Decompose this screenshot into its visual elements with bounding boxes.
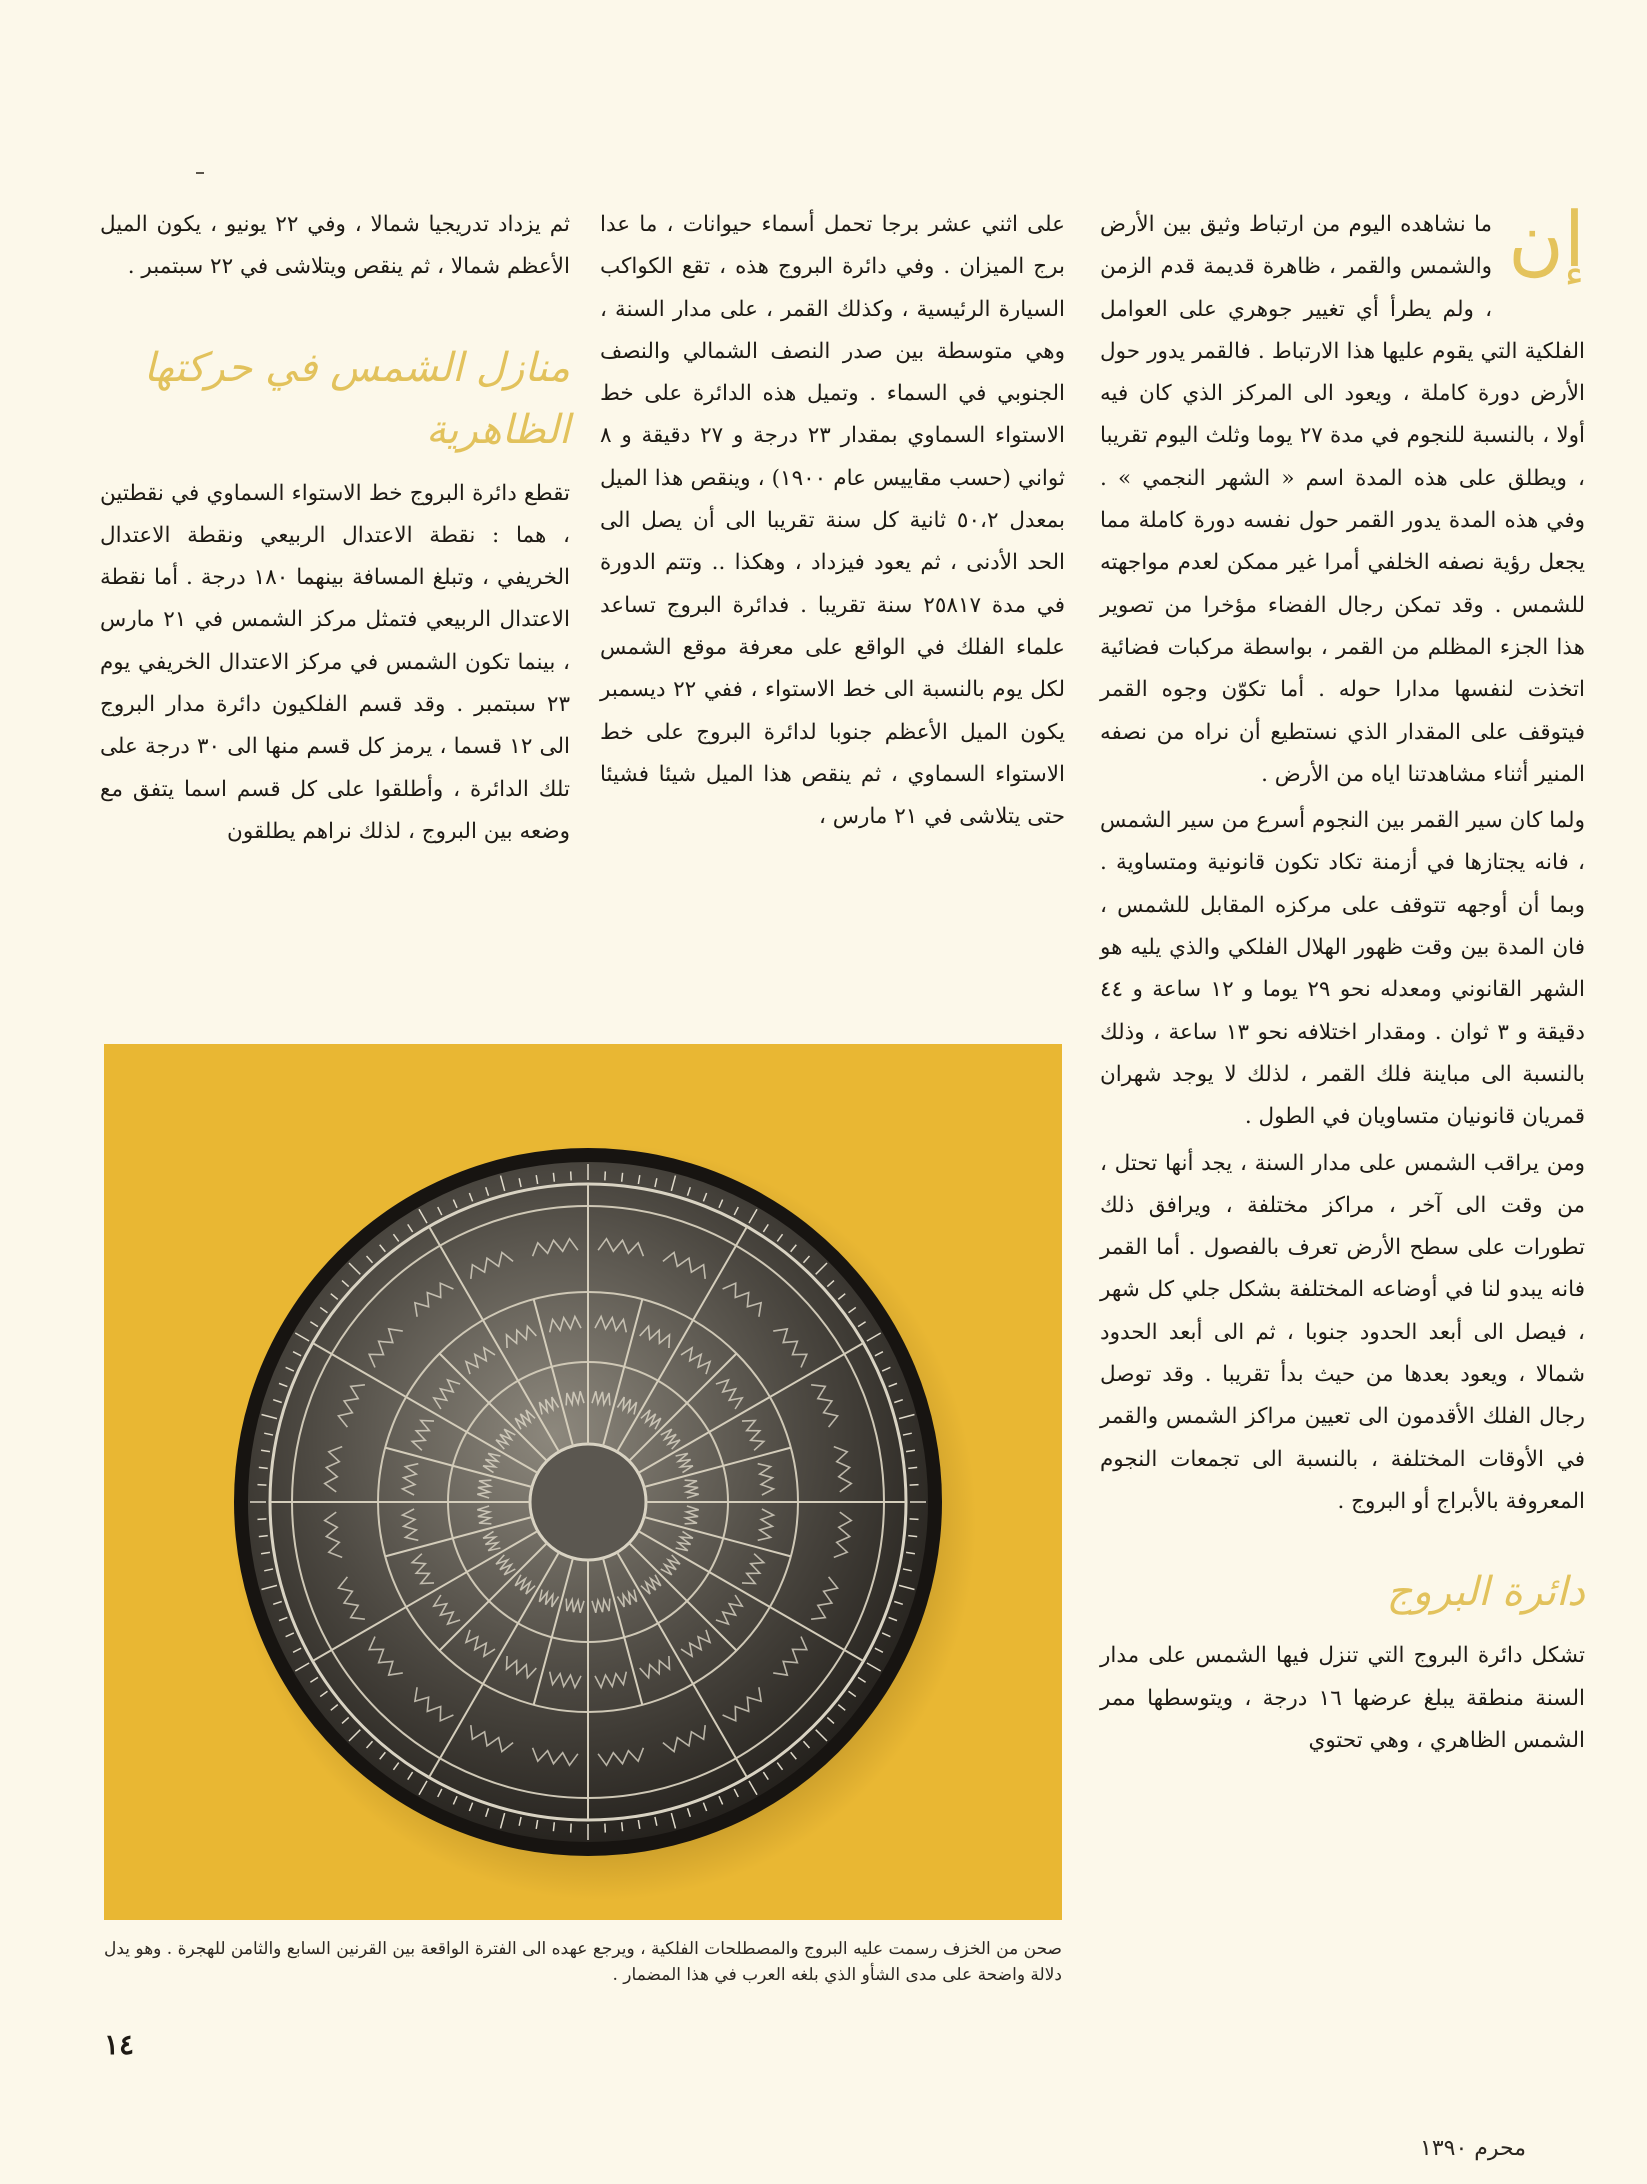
zodiac-plate-photo (104, 1044, 1062, 1920)
caption-text: صحن من الخزف رسمت عليه البروج والمصطلحات الفلكية ، ويرجع عهده الى الفترة الواقعة بين القرنين السابع والثامن للهجرة . وهو يدل دلالة واضحة على مدى الشأو الذي بلغه العرب في هذا المضمار . (104, 1939, 1062, 1985)
paragraph: ولما كان سير القمر بين النجوم أسرع من سير الشمس ، فانه يجتازها في أزمنة تكاد تكون قانونية ومتساوية . وبما أن أوجهه تتوقف على مركزه المقابل للشمس ، فان المدة بين وقت ظهور الهلال الفلكي والذي يليه هو الشهر القانوني ومعدله نحو ٢٩ يوما و ١٢ ساعة و ٤٤ دقيقة و ٣ ثوان . ومقدار اختلافه نحو ١٣ ساعة ، وذلك بالنسبة الى مباينة فلك القمر ، لذلك لا يوجد شهران قمريان قانونيان متساويان في الطول . (1100, 808, 1585, 1130)
drop-cap: إن (1508, 195, 1585, 284)
paragraph: على اثني عشر برجا تحمل أسماء حيوانات ، ما عدا برج الميزان . وفي دائرة البروج هذه ، تقع الكواكب السيارة الرئيسية ، وكذلك القمر ، على مدار السنة ، وهي متوسطة بين صدر النصف الشمالي والنصف الجنوبي في السماء . وتميل هذه الدائرة على خط الاستواء السماوي بمقدار ٢٣ درجة و ٢٧ دقيقة و ٨ ثواني (حسب مقاييس عام ١٩٠٠) ، وينقص هذا الميل بمعدل ٥٠،٢ ثانية كل سنة تقريبا الى أن يصل الى الحد الأدنى ، ثم يعود فيزداد ، وهكذا .. وتتم الدورة في مدة ٢٥٨١٧ سنة تقريبا . فدائرة البروج تساعد علماء الفلك في الواقع على معرفة موقع الشمس لكل يوم بالنسبة الى خط الاستواء ، ففي ٢٢ ديسمبر يكون الميل الأعظم جنوبا لدائرة البروج على خط الاستواء السماوي ، ثم ينقص هذا الميل شيئا فشيئا حتى يتلاشى في ٢١ مارس ، (600, 212, 1066, 830)
text-column-right (1100, 195, 1585, 1762)
paragraph-text: ما نشاهده اليوم من ارتباط وثيق بين الأرض والشمس والقمر ، ظاهرة قديمة قدم الزمن ، ولم يطرأ أي تغيير جوهري على العوامل الفلكية التي يقوم عليها هذا الارتباط . فالقمر يدور حول الأرض دورة كاملة ، ويعود الى المركز الذي كان فيه أولا ، بالنسبة للنجوم في مدة ٢٧ يوما وثلث اليوم تقريبا ، ويطلق على هذه المدة اسم « الشهر النجمي » . وفي هذه المدة يدور القمر حول نفسه دورة كاملة مما يجعل رؤية نصفه الخلفي أمرا غير ممكن لعدم مواجهته للشمس . وقد تمكن رجال الفضاء مؤخرا من تصوير هذا الجزء المظلم من القمر ، بواسطة مركبات فضائية اتخذت لنفسها مدارا حوله . أما تكوّن وجوه القمر فيتوقف على المقدار الذي نستطيع أن نراه من نصفه المنير أثناء مشاهدتنا اياه من الأرض . (1100, 212, 1585, 787)
zodiac-plate-illustration (104, 1044, 1062, 1920)
issue-date-footer: محرم ١٣٩٠ (1420, 2136, 1527, 2161)
figure-caption (104, 1936, 1062, 1988)
text-column-left (100, 204, 570, 853)
page-number: ١٤ (104, 2028, 135, 2061)
paragraph: تقطع دائرة البروج خط الاستواء السماوي في نقطتين ، هما : نقطة الاعتدال الربيعي ونقطة الاعتدال الخريفي ، وتبلغ المسافة بينهما ١٨٠ درجة . أما نقطة الاعتدال الربيعي فتمثل مركز الشمس في ٢١ مارس ، بينما تكون الشمس في مركز الاعتدال الخريفي يوم ٢٣ سبتمبر . وقد قسم الفلكيون دائرة مدار البروج الى ١٢ قسما ، يرمز كل قسم منها الى ٣٠ درجة على تلك الدائرة ، وأطلقوا على كل قسم اسما يتفق مع وضعه بين البروج ، لذلك نراهم يطلقون (100, 480, 570, 844)
paragraph: ومن يراقب الشمس على مدار السنة ، يجد أنها تحتل ، من وقت الى آخر ، مراكز مختلفة ، ويرافق ذلك تطورات على سطح الأرض تعرف بالفصول . أما القمر فانه يبدو لنا في أوضاعه المختلفة بشكل جلي كل شهر ، فيصل الى أبعد الحدود جنوبا ، ثم الى أبعد الحدود شمالا ، ويعود بعدها من حيث بدأ تقريبا . وقد توصل رجال الفلك الأقدمون الى تعيين مراكز الشمس والقمر في الأوقات المختلفة ، بالنسبة الى تجمعات النجوم المعروفة بالأبراج أو البروج . (1100, 1150, 1585, 1514)
paragraph: تشكل دائرة البروج التي تنزل فيها الشمس على مدار السنة منطقة يبلغ عرضها ١٦ درجة ، ويتوسطها ممر الشمس الظاهري ، وهي تحتوي (1100, 1643, 1585, 1753)
opening-paragraph (1100, 195, 1585, 796)
section-heading-sun-stations: منازل الشمس في حركتها الظاهرية (143, 344, 570, 453)
text-column-middle (600, 204, 1065, 838)
paragraph: ثم يزداد تدريجيا شمالا ، وفي ٢٢ يونيو ، يكون الميل الأعظم شمالا ، ثم ينقص ويتلاشى في ٢٢ سبتمبر . (100, 212, 570, 280)
margin-tick-mark (196, 172, 204, 174)
section-heading-zodiac: دائرة البروج (1386, 1569, 1585, 1616)
